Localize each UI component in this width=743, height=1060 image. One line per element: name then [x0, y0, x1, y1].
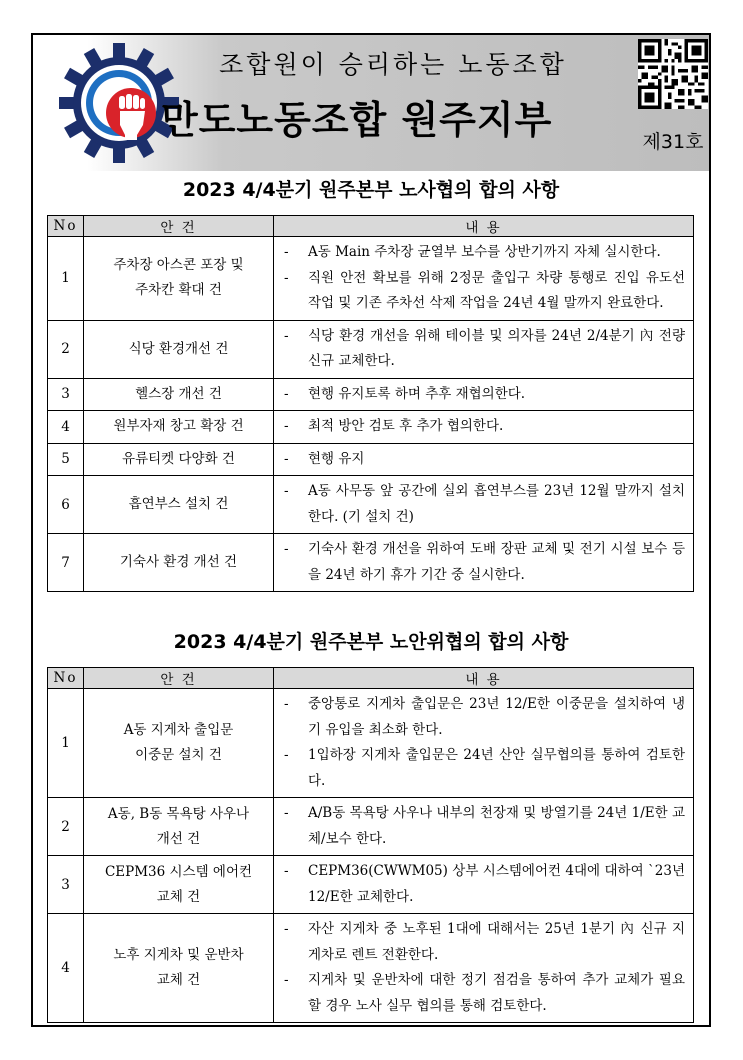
header-content: 내 용 [274, 668, 694, 689]
table-header-row [48, 216, 694, 237]
header-no: No [48, 216, 84, 237]
table-row [48, 798, 694, 856]
content-bullet [280, 859, 685, 910]
item-line: 유류티켓 다양화 건 [122, 450, 235, 467]
bullet-text: 현행 유지 [308, 450, 365, 467]
bullet-dash: - [284, 541, 289, 557]
row-number: 4 [48, 411, 84, 444]
header-no: No [48, 668, 84, 689]
bullet-dash: - [284, 327, 289, 344]
bullet-dash: - [284, 863, 289, 879]
content-bullet [280, 414, 685, 440]
bullet-text: 지게차 및 운반차에 대한 정기 점검을 통하여 추가 교체가 필요할 경우 노사 실무 협의를 통해 검토한다. [308, 972, 685, 1014]
content-bullet [280, 917, 685, 968]
section1-table [47, 215, 694, 592]
row-number: 7 [48, 534, 84, 592]
newsletter-frame [31, 33, 711, 1027]
row-content [274, 476, 694, 534]
item-line: A동 지게차 출입문 [123, 722, 234, 738]
row-item [84, 378, 274, 411]
bullet-text: 식당 환경 개선을 위해 테이블 및 의자를 24년 2/4분기 內 전량 신규 교체한다. [308, 327, 685, 369]
row-number: 3 [48, 378, 84, 411]
bullet-dash: - [284, 805, 289, 821]
section2-title: 2023 4/4분기 원주본부 노안위협의 합의 사항 [173, 631, 569, 653]
row-number: 5 [48, 443, 84, 476]
item-line: 식당 환경개선 건 [128, 340, 229, 357]
union-slogan: 조합원이 승리하는 노동조합 [219, 50, 567, 79]
content-bullet [280, 743, 685, 794]
bullet-text: A동 Main 주차장 균열부 보수를 상반기까지 자체 실시한다. [308, 244, 661, 260]
table-row [48, 411, 694, 444]
row-item [84, 411, 274, 444]
row-item [84, 320, 274, 378]
row-item [84, 856, 274, 914]
section2-table [47, 667, 694, 1023]
bullet-dash: - [284, 483, 289, 499]
item-line: 이중문 설치 건 [135, 747, 222, 763]
bullet-text: 중앙통로 지게차 출입문은 23년 12/E한 이중문을 설치하여 냉기 유입을 최소화 한다. [308, 696, 685, 738]
qr-code-icon[interactable] [638, 39, 708, 109]
bullet-text: 1입하장 지게차 출입문은 24년 산안 실무협의를 통하여 검토한다. [308, 747, 685, 789]
header-item: 안 건 [84, 216, 274, 237]
bullet-dash: - [284, 747, 289, 763]
content-bullet [280, 240, 685, 266]
row-content [274, 443, 694, 476]
table-row [48, 856, 694, 914]
item-line: 개선 건 [156, 830, 201, 847]
bullet-text: 최적 방안 검토 후 추가 협의한다. [308, 418, 504, 434]
row-content [274, 914, 694, 1023]
bullet-text: 자산 지게차 중 노후된 1대에 대해서는 25년 1분기 內 신규 지게차로 렌트 전환한다. [308, 921, 685, 963]
bullet-dash: - [284, 269, 289, 286]
row-item [84, 914, 274, 1023]
row-number: 1 [48, 689, 84, 798]
item-line: A동, B동 목욕탕 사우나 [107, 805, 250, 822]
content-bullet [280, 479, 685, 530]
table-row [48, 378, 694, 411]
row-item [84, 237, 274, 321]
row-content [274, 378, 694, 411]
row-content [274, 320, 694, 378]
content-bullet [280, 692, 685, 743]
bullet-text: 현행 유지토록 하며 추후 재협의한다. [308, 385, 526, 402]
section1-title: 2023 4/4분기 원주본부 노사협의 합의 사항 [182, 179, 560, 201]
content-bullet [280, 968, 685, 1019]
row-number: 4 [48, 914, 84, 1023]
bullet-dash: - [284, 921, 289, 937]
bullet-dash: - [284, 244, 289, 260]
row-number: 2 [48, 798, 84, 856]
table-row [48, 689, 694, 798]
row-item [84, 689, 274, 798]
table-header-row [48, 668, 694, 689]
content-bullet [280, 447, 685, 473]
item-line: 주차장 아스콘 포장 및 [113, 257, 244, 274]
header-item: 안 건 [84, 668, 274, 689]
union-name: 만도노동조합 원주지부 [161, 98, 553, 142]
bullet-text: CEPM36(CWWM05) 상부 시스템에어컨 4대에 대하여 `23년 12/E한 교체한다. [308, 863, 685, 905]
item-line: 원부자재 창고 확장 건 [113, 418, 244, 435]
row-content [274, 689, 694, 798]
row-number: 1 [48, 237, 84, 321]
row-item [84, 534, 274, 592]
newsletter-header [33, 35, 709, 171]
row-item [84, 476, 274, 534]
item-line: 교체 건 [156, 972, 201, 988]
bullet-text: A동 사무동 앞 공간에 실외 흡연부스를 23년 12월 말까지 설치한다. (기 설치 건) [308, 483, 685, 525]
content-bullet [280, 324, 685, 375]
item-line: CEPM36 시스템 에어컨 [104, 863, 253, 880]
table-row [48, 443, 694, 476]
row-number: 3 [48, 856, 84, 914]
bullet-text: A/B동 목욕탕 사우나 내부의 천장재 및 방열기를 24년 1/E한 교체/보수 한다. [308, 805, 685, 847]
row-content [274, 237, 694, 321]
row-number: 6 [48, 476, 84, 534]
item-line: 주차칸 확대 건 [135, 282, 222, 299]
table-row [48, 534, 694, 592]
header-content: 내 용 [274, 216, 694, 237]
row-content [274, 798, 694, 856]
bullet-text: 기숙사 환경 개선을 위하여 도배 장판 교체 및 전기 시설 보수 등을 24년 하기 휴가 기간 중 실시한다. [308, 541, 685, 583]
item-line: 기숙사 환경 개선 건 [119, 554, 238, 570]
bullet-dash: - [284, 450, 289, 467]
bullet-dash: - [284, 385, 289, 402]
item-line: 흡연부스 설치 건 [128, 496, 229, 512]
bullet-text: 직원 안전 확보를 위해 2정문 출입구 차량 통행로 진입 유도선 작업 및 기존 주차선 삭제 작업을 24년 4월 말까지 완료한다. [308, 269, 685, 311]
content-bullet [280, 266, 685, 317]
row-item [84, 443, 274, 476]
item-line: 헬스장 개선 건 [135, 385, 222, 402]
item-line: 교체 건 [156, 888, 201, 905]
row-item [84, 798, 274, 856]
issue-number: 제31호 [642, 131, 704, 153]
content-bullet [280, 382, 685, 408]
row-content [274, 856, 694, 914]
row-number: 2 [48, 320, 84, 378]
bullet-dash: - [284, 972, 289, 988]
bullet-dash: - [284, 696, 289, 712]
table-row [48, 320, 694, 378]
table-row [48, 476, 694, 534]
content-bullet [280, 537, 685, 588]
table-row [48, 914, 694, 1023]
row-content [274, 534, 694, 592]
item-line: 노후 지게차 및 운반차 [113, 947, 244, 963]
row-content [274, 411, 694, 444]
content-bullet [280, 801, 685, 852]
table-row [48, 237, 694, 321]
bullet-dash: - [284, 418, 289, 434]
